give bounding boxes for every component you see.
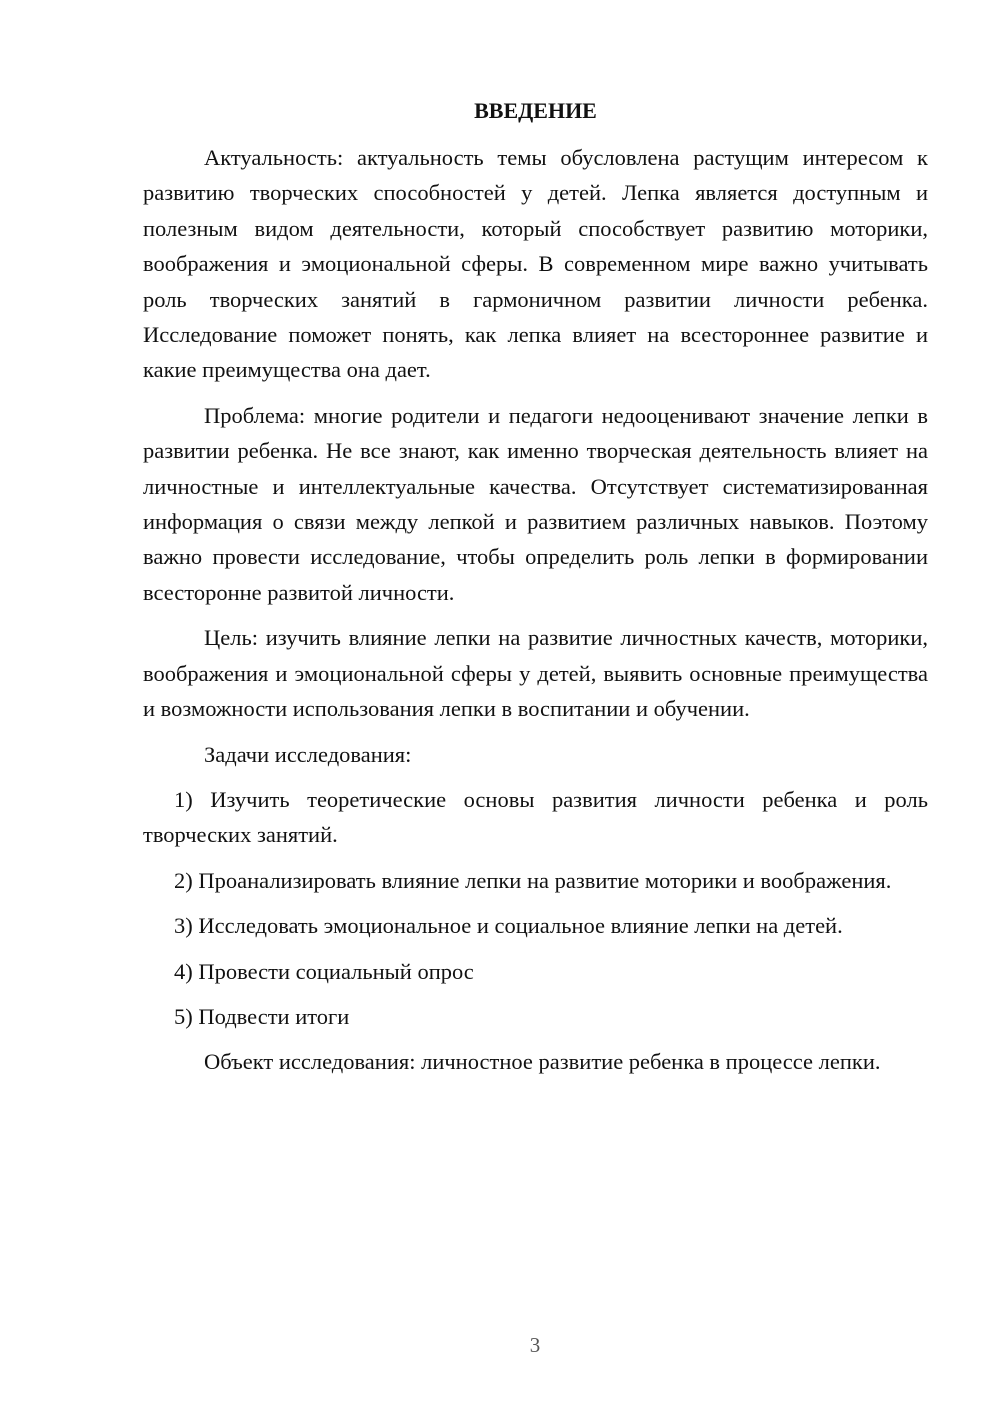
task-item: 3) Исследовать эмоциональное и социальное влияние лепки на детей. <box>174 913 843 939</box>
section-heading: ВВЕДЕНИЕ <box>474 98 597 123</box>
document-body <box>143 96 928 1090</box>
paragraph-object: Объект исследования: личностное развитие ребенка в процессе лепки. <box>204 1049 881 1075</box>
paragraph-relevance: Актуальность: актуальность темы обусловлена растущим интересом к развитию творческих способностей у детей. Лепка является доступным и полезным видом деятельности, который способствует развитию моторики, воображения и эмоциональной сферы. В современном мире важно учитывать роль творческих занятий в гармоничном развитии личности ребенка. Исследование поможет понять, как лепка влияет на всестороннее развитие и какие преимущества она дает. <box>143 145 928 383</box>
task-item: 5) Подвести итоги <box>174 1003 350 1029</box>
task-item: 1) Изучить теоретические основы развития личности ребенка и роль творческих занятий. <box>143 786 928 848</box>
tasks-heading: Задачи исследования: <box>204 741 412 767</box>
paragraph-goal: Цель: изучить влияние лепки на развитие личностных качеств, моторики, воображения и эмоциональной сферы у детей, выявить основные преимущества и возможности использования лепки в воспитании и обучении. <box>143 625 928 722</box>
task-item: 2) Проанализировать влияние лепки на развитие моторики и воображения. <box>174 867 892 893</box>
paragraph-problem: Проблема: многие родители и педагоги недооценивают значение лепки в развитии ребенка. Не все знают, как именно творческая деятельность влияет на личностные и интеллектуальные качества. Отсутствует систематизированная информация о связи между лепкой и развитием различных навыков. Поэтому важно провести исследование, чтобы определить роль лепки в формировании всесторонне развитой личности. <box>143 402 928 605</box>
task-item: 4) Провести социальный опрос <box>174 958 474 984</box>
page-number: 3 <box>529 1333 541 1357</box>
